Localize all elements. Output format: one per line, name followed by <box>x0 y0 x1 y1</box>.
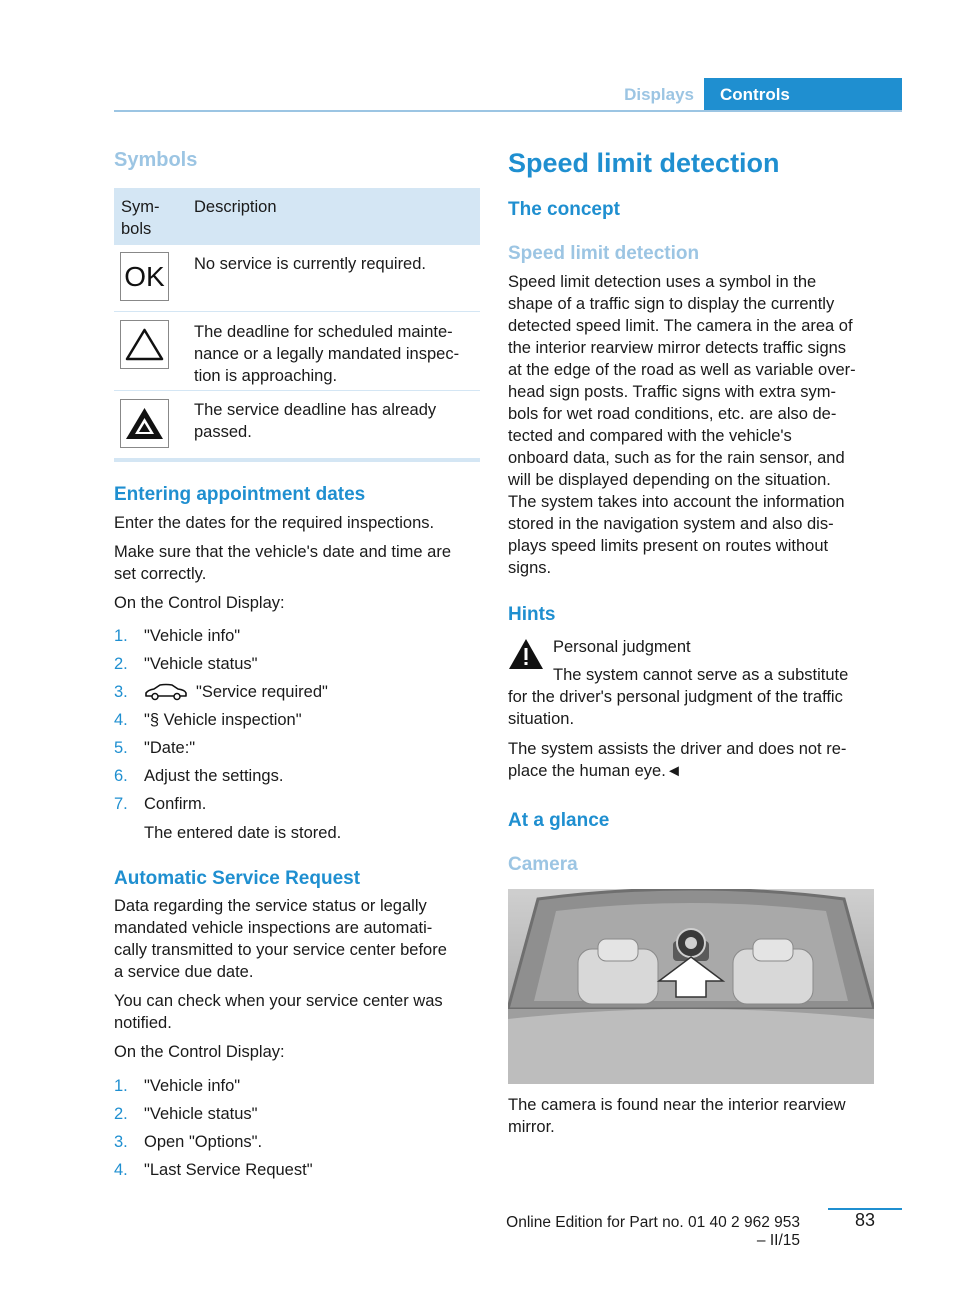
appointments-steps <box>114 625 480 821</box>
desc-line: nance or a legally mandated inspec- <box>194 345 460 363</box>
text-line: a service due date. <box>114 963 254 981</box>
asr-p1 <box>114 895 480 983</box>
step-number: 3. <box>114 683 128 701</box>
list-item <box>114 1075 480 1103</box>
footer-edition: Online Edition for Part no. 01 40 2 962 953 – II/15 <box>506 1214 800 1249</box>
list-item <box>114 653 480 681</box>
ok-icon <box>120 252 169 301</box>
text-line: place the human eye.◄ <box>508 762 683 780</box>
asr-p3: On the Control Display: <box>114 1043 285 1061</box>
text-line: mirror. <box>508 1118 555 1136</box>
step-number: 2. <box>114 1105 128 1123</box>
step-text: "Service required" <box>196 683 328 701</box>
warning-triangle-filled-icon <box>120 399 169 448</box>
camera-caption <box>508 1094 878 1138</box>
desc-line: passed. <box>194 423 252 441</box>
step-number: 2. <box>114 655 128 673</box>
asr-heading: Automatic Service Request <box>114 868 361 889</box>
table-row <box>114 391 480 455</box>
hint-line: The system cannot serve as a substitute <box>553 666 849 684</box>
header-symbols-line: bols <box>121 220 152 238</box>
text-line: Make sure that the vehicle's date and time are <box>114 543 452 561</box>
header-description: Description <box>194 198 277 216</box>
list-item <box>114 737 480 765</box>
list-item <box>114 1159 480 1187</box>
appointments-p3: On the Control Display: <box>114 594 285 612</box>
hints-heading: Hints <box>508 604 556 625</box>
text-line: Speed limit detection uses a symbol in the <box>508 273 817 291</box>
text-line: plays speed limits present on routes without <box>508 537 829 555</box>
page-title: Speed limit detection <box>508 148 780 178</box>
row-description <box>194 321 480 387</box>
hint-text <box>508 686 878 730</box>
step-number: 5. <box>114 739 128 757</box>
text-line: mandated vehicle inspections are automati- <box>114 919 433 937</box>
step-number: 1. <box>114 627 128 645</box>
page-number: 83 <box>854 1210 876 1230</box>
desc-line: The deadline for scheduled mainte- <box>194 323 453 341</box>
table-header <box>114 188 480 245</box>
appointments-p1: Enter the dates for the required inspections. <box>114 514 435 532</box>
text-line: the interior rearview mirror detects traffic signs <box>508 339 847 357</box>
list-item <box>114 625 480 653</box>
concept-subheading: Speed limit detection <box>508 243 700 264</box>
warning-icon <box>508 638 544 675</box>
text-line: shape of a traffic sign to display the currently <box>508 295 835 313</box>
header-symbols-line: Sym- <box>121 198 160 216</box>
header-symbols <box>121 196 160 240</box>
list-item <box>114 709 480 737</box>
text-line: bols for wet road conditions, etc. are also de- <box>508 405 837 423</box>
step-text: Open "Options". <box>144 1133 263 1151</box>
text-line: detected speed limit. The camera in the area of <box>508 317 853 335</box>
text-line: signs. <box>508 559 552 577</box>
concept-heading: The concept <box>508 199 620 220</box>
list-item <box>114 793 480 821</box>
step-number: 7. <box>114 795 128 813</box>
step-number: 3. <box>114 1133 128 1151</box>
appointments-p2 <box>114 541 480 585</box>
step-text: Confirm. <box>144 795 207 813</box>
text-line: for the driver's personal judgment of the traffic <box>508 688 843 706</box>
symbols-heading: Symbols <box>114 149 198 171</box>
text-line: set correctly. <box>114 565 207 583</box>
hint-p2 <box>508 738 878 782</box>
step-number: 4. <box>114 1161 128 1179</box>
list-item <box>114 681 480 709</box>
text-line: The system takes into account the information <box>508 493 845 511</box>
list-item <box>114 1103 480 1131</box>
table-row <box>114 312 480 391</box>
text-line: The system assists the driver and does not re- <box>508 740 847 758</box>
text-line: will be displayed depending on the situation. <box>508 471 831 489</box>
text-line: at the edge of the road as well as variable over- <box>508 361 856 379</box>
hint-title: Personal judgment <box>553 638 691 656</box>
camera-heading: Camera <box>508 854 578 875</box>
svg-text:OK: OK <box>124 261 165 292</box>
step-text: "Vehicle status" <box>144 655 258 673</box>
asr-p2 <box>114 990 480 1034</box>
car-icon <box>144 683 188 707</box>
table-row <box>114 245 480 312</box>
step-number: 6. <box>114 767 128 785</box>
table-bottom-rule <box>114 458 480 462</box>
concept-text <box>508 271 878 579</box>
text-line: situation. <box>508 710 575 728</box>
step-text: "Vehicle info" <box>144 627 241 645</box>
desc-line: tion is approaching. <box>194 367 338 385</box>
text-line: head sign posts. Traffic signs with extra sym- <box>508 383 836 401</box>
confirm-note: The entered date is stored. <box>144 824 342 842</box>
header-divider <box>114 110 902 112</box>
step-text: "Date:" <box>144 739 196 757</box>
appointments-heading: Entering appointment dates <box>114 484 366 505</box>
row-description <box>194 399 480 443</box>
step-number: 1. <box>114 1077 128 1095</box>
step-text: "Last Service Request" <box>144 1161 313 1179</box>
text-line: notified. <box>114 1014 172 1032</box>
list-item <box>114 765 480 793</box>
desc-line: The service deadline has already <box>194 401 437 419</box>
warning-triangle-outline-icon <box>120 320 169 369</box>
text-line: onboard data, such as for the rain sensor, and <box>508 449 845 467</box>
list-item <box>114 1131 480 1159</box>
step-text: "§ Vehicle inspection" <box>144 711 302 729</box>
text-line: You can check when your service center was <box>114 992 443 1010</box>
header-section-label: Displays <box>624 85 694 104</box>
header-chapter-tab: Controls <box>704 78 902 112</box>
row-description: No service is currently required. <box>194 255 426 273</box>
symbols-table <box>114 188 480 455</box>
step-text: "Vehicle status" <box>144 1105 258 1123</box>
camera-illustration <box>508 889 874 1084</box>
glance-heading: At a glance <box>508 810 610 831</box>
step-number: 4. <box>114 711 128 729</box>
text-line: cally transmitted to your service center before <box>114 941 447 959</box>
step-text: "Vehicle info" <box>144 1077 241 1095</box>
text-line: stored in the navigation system and also dis- <box>508 515 834 533</box>
asr-steps <box>114 1075 480 1187</box>
step-text: Adjust the settings. <box>144 767 284 785</box>
text-line: tected and compared with the vehicle's <box>508 427 792 445</box>
text-line: The camera is found near the interior rearview <box>508 1096 846 1114</box>
text-line: Data regarding the service status or legally <box>114 897 427 915</box>
